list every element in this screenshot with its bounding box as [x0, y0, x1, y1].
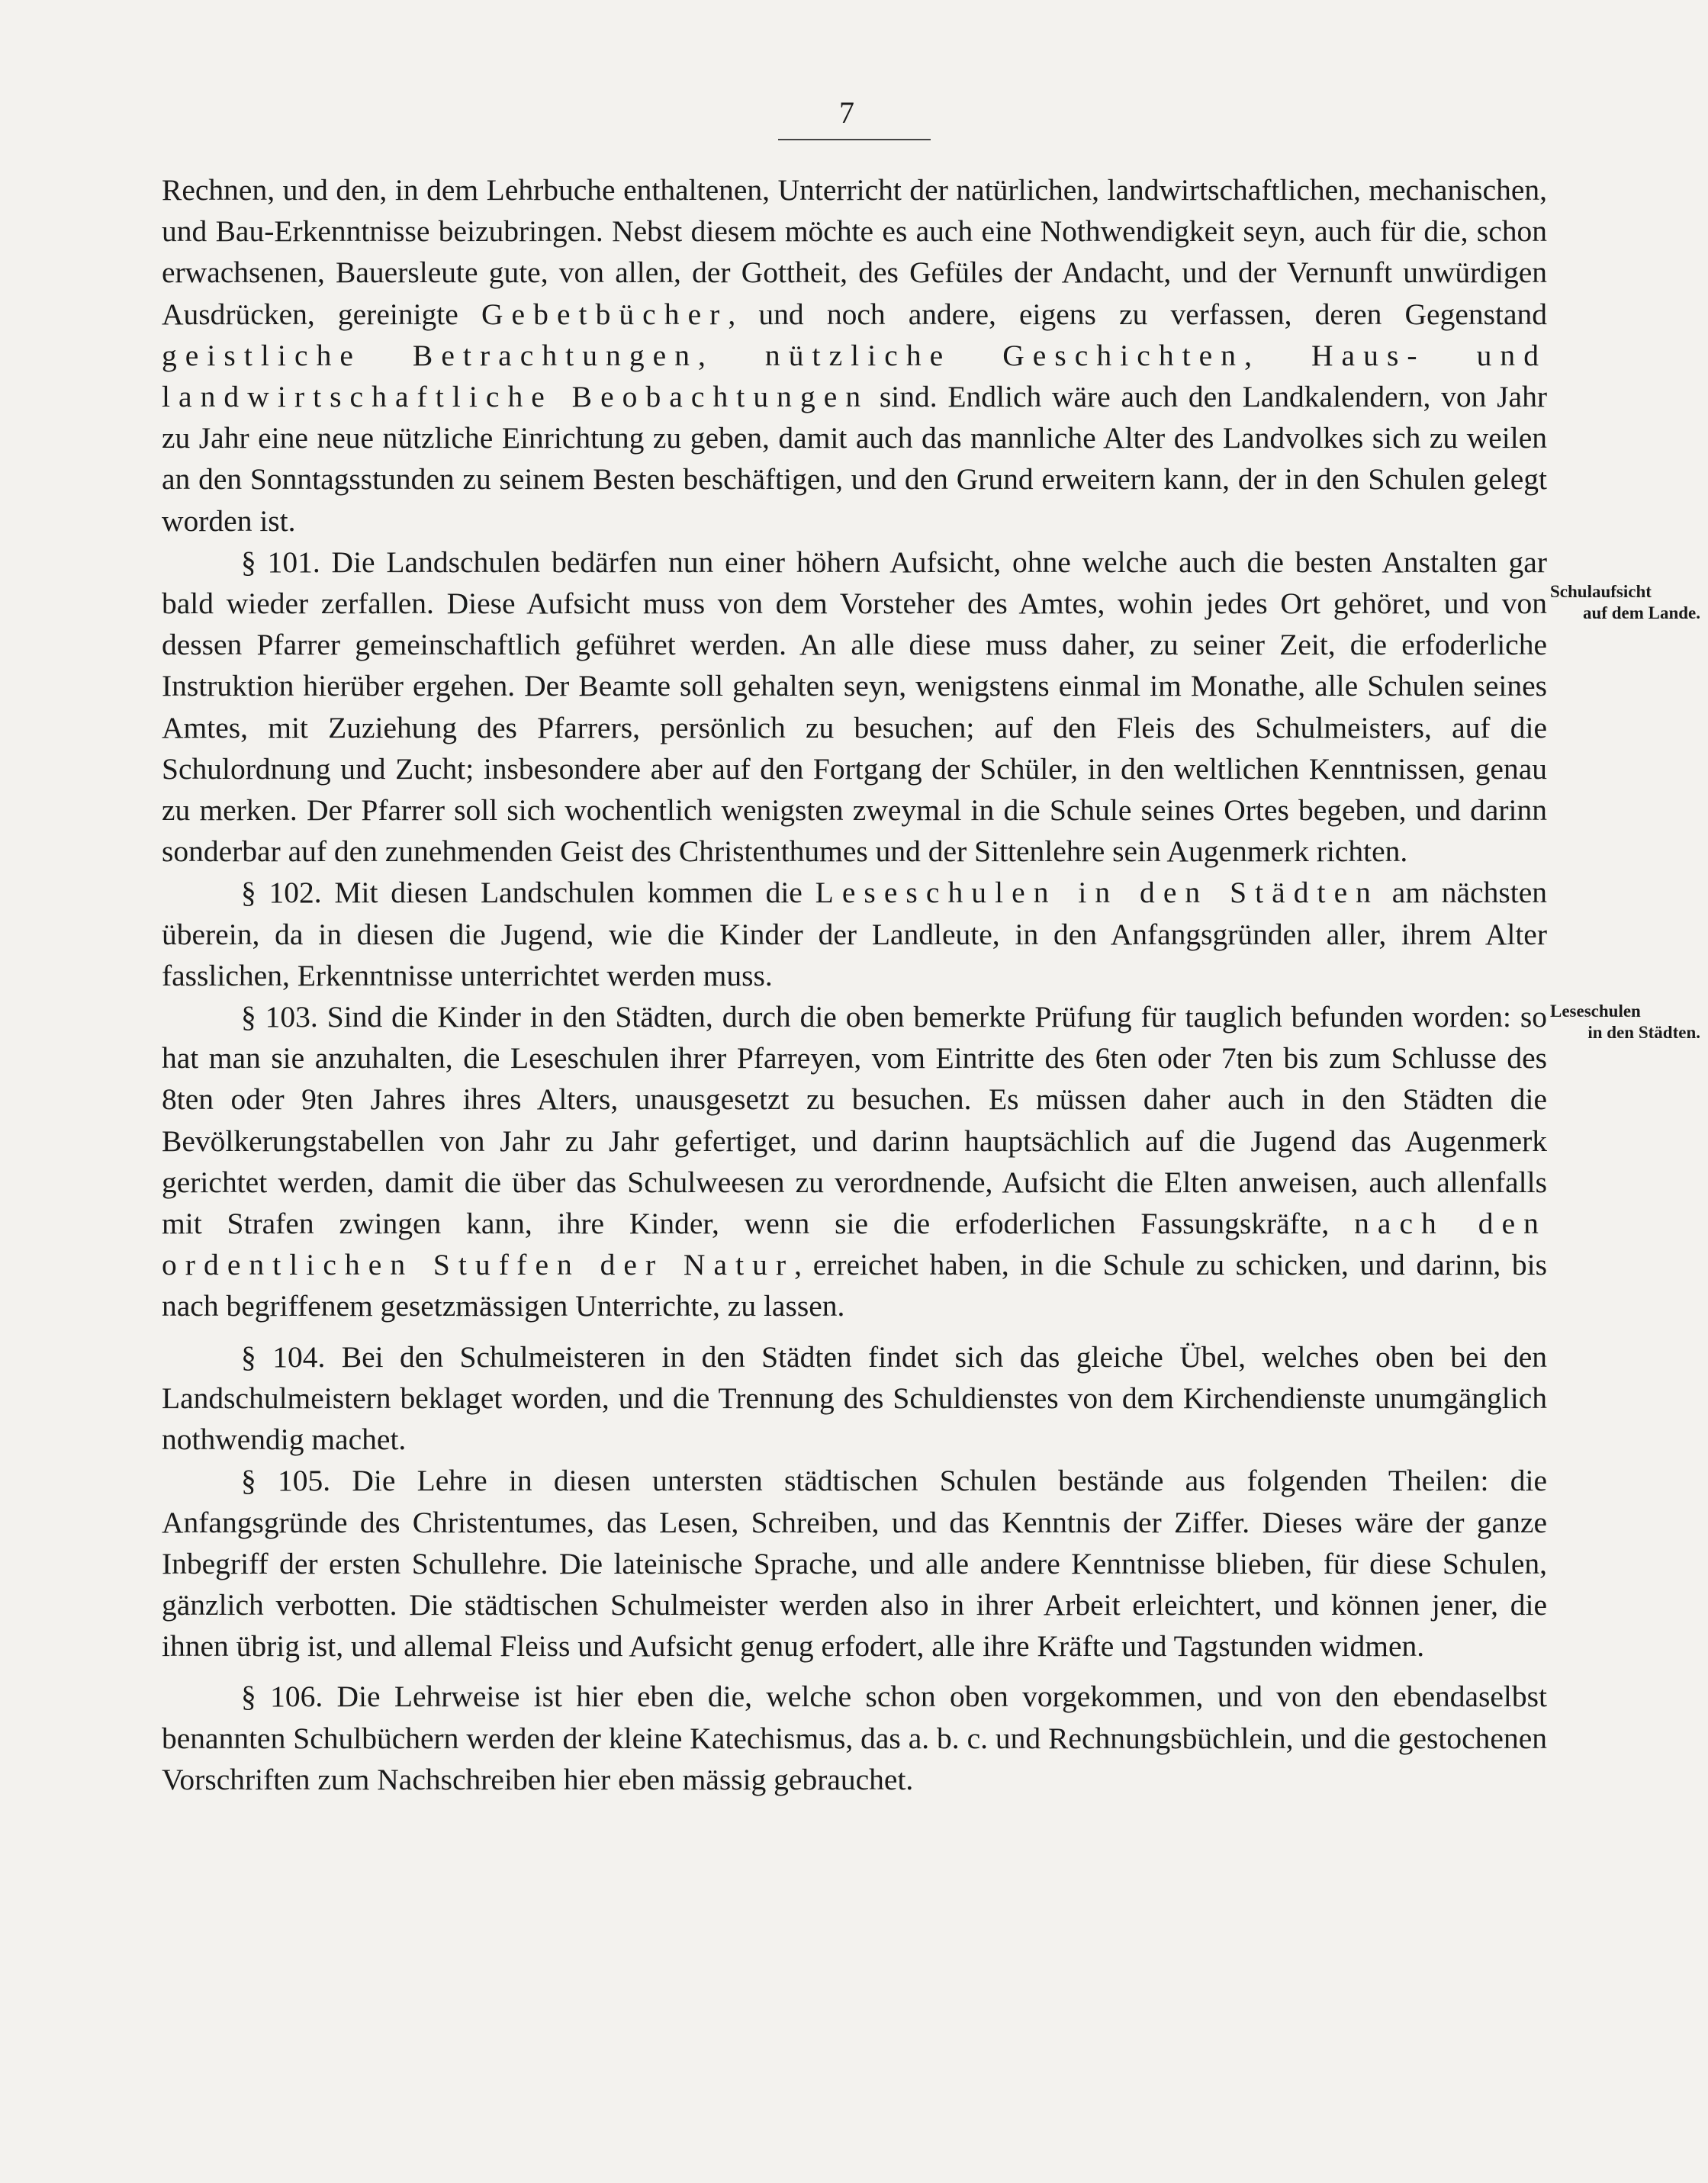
- text-run: Rechnen, und den, in dem Lehrbuche enthaltenen, Unterricht der natürlichen, landwirtschaftlichen, mechanischen, und Bau-Erkenntnisse beizubringen. Nebst diesem möchte es auch eine Nothwendigkeit seyn, auch für die, schon erwachsenen, Bauersleute gute, von allen, der Gottheit, des Gefüles der Andacht, und der Vernunft unwürdigen Ausdrücken, gereinigte: [162, 173, 1547, 331]
- header-rule: [778, 139, 931, 140]
- spaced-text: Leseschulen in den Städten: [815, 876, 1379, 910]
- paragraph-102: [162, 872, 1547, 996]
- text-run: , und noch andere, eigens zu verfassen, deren Gegenstand: [728, 297, 1547, 331]
- text-run: § 103. Sind die Kinder in den Städten, durch die oben bemerkte Prüfung für tauglich befunden worden: so hat man sie anzuhalten, die Leseschulen ihrer Pfarreyen, vom Eintritte des 6ten oder 7ten bis zum Schlusse des 8ten oder 9ten Jahres ihres Alters, unausgesetzt zu besuchen. Es müssen daher auch in den Städten die Bevölkerungstabellen von Jahr zu Jahr gefertiget, und darinn hauptsächlich auf die Jugend das Augenmerk gerichtet werden, damit die über das Schulweesen zu verordnende, Aufsicht die Elten anweisen, auch allenfalls mit Strafen zwingen kann, ihre Kinder, wenn sie die erfoderlichen Fassungskräfte,: [162, 1000, 1547, 1241]
- spaced-text: geistliche Betrachtungen, nützliche Geschichten, Haus- und landwirtschaftliche Beobachtungen: [162, 338, 1547, 414]
- margin-note-line: Leseschulen: [1550, 1001, 1641, 1021]
- margin-note-line: Schulaufsicht: [1550, 582, 1652, 601]
- text-run: am nächsten überein, da in diesen die Jugend, wie die Kinder der Landleute, in den Anfangsgründen aller, ihrem Alter fasslichen, Erkenntnisse unterrichtet werden muss.: [162, 876, 1547, 992]
- margin-note-line: auf dem Lande.: [1583, 603, 1700, 622]
- spaced-text: nach den ordentlichen Stuffen der Natur: [162, 1207, 1547, 1282]
- spaced-text: Gebetbücher: [481, 297, 729, 331]
- paragraph-105: § 105. Die Lehre in diesen untersten städtischen Schulen bestände aus folgenden Theilen: die Anfangsgründe des Christentumes, das Lesen, Schreiben, und das Kenntnis der Ziffer. Dieses wäre der ganze Inbegriff der ersten Schullehre. Die lateinische Sprache, und alle andere Kenntnisse blieben, für diese Schulen, gänzlich verbotten. Die städtischen Schulmeister werden also in ihrer Arbeit erleichtert, und können jener, die ihnen übrig ist, und allemal Fleiss und Aufsicht genug erfodert, alle ihre Kräfte und Tagstunden widmen.: [162, 1464, 1547, 1664]
- margin-note-schulaufsicht: [1550, 581, 1706, 624]
- paragraph-104: § 104. Bei den Schulmeisteren in den Städten findet sich das gleiche Übel, welches oben bei den Landschulmeistern beklaget worden, und die Trennung des Schuldienstes von dem Kirchendienste unumgänglich nothwendig machet.: [162, 1339, 1547, 1457]
- paragraph-101: § 101. Die Landschulen bedärfen nun einer höhern Aufsicht, ohne welche auch die besten Anstalten gar bald wieder zerfallen. Diese Aufsicht muss von dem Vorsteher des Amtes, wohin jedes Ort gehöret, und von dessen Pfarrer gemeinschaftlich geführet werden. An alle diese muss daher, zu seiner Zeit, die erfoderliche Instruktion hierüber ergehen. Der Beamte soll gehalten seyn, wenigstens einmal im Monathe, alle Schulen seines Amtes, mit Zuziehung des Pfarrers, persönlich zu besuchen; auf den Fleis des Schulmeisters, auf die Schulordnung und Zucht; insbesondere aber auf den Fortgang der Schüler, in den weltlichen Kenntnissen, genau zu merken. Der Pfarrer soll sich wochentlich wenigsten zweymal in die Schule seines Ortes begeben, und darinn sonderbar auf den zunehmenden Geist des Christenthumes und der Sittenlehre sein Augenmerk richten.: [162, 545, 1547, 869]
- margin-note-leseschulen: [1550, 1001, 1706, 1043]
- text-run: , erreichet haben, in die Schule zu schicken, und darinn, bis nach begriffenem gesetzmässigen Unterrichte, zu lassen.: [162, 1248, 1547, 1323]
- text-run: sind. Endlich wäre auch den Landkalendern, von Jahr zu Jahr eine neue nützliche Einrichtung zu geben, damit auch das mannliche Alter des Landvolkes sich zu weilen an den Sonntagsstunden zu seinem Besten beschäftigen, und den Grund erweitern kann, der in den Schulen gelegt worden ist.: [162, 380, 1547, 538]
- body-text: [162, 169, 1547, 1800]
- paragraph-103: [162, 996, 1547, 1327]
- text-run: § 102. Mit diesen Landschulen kommen die: [241, 876, 815, 910]
- page-number: 7: [839, 95, 854, 130]
- paragraph-106: § 106. Die Lehrweise ist hier eben die, welche schon oben vorgekommen, und von den ebendaselbst benannten Schulbüchern werden der kleine Katechismus, das a. b. c. und Rechnungsbüchlein, und die gestochenen Vorschriften zum Nachschreiben hier eben mässig gebrauchet.: [162, 1680, 1547, 1796]
- margin-note-line: in den Städten.: [1587, 1023, 1700, 1042]
- paragraph-continuation: [162, 169, 1547, 542]
